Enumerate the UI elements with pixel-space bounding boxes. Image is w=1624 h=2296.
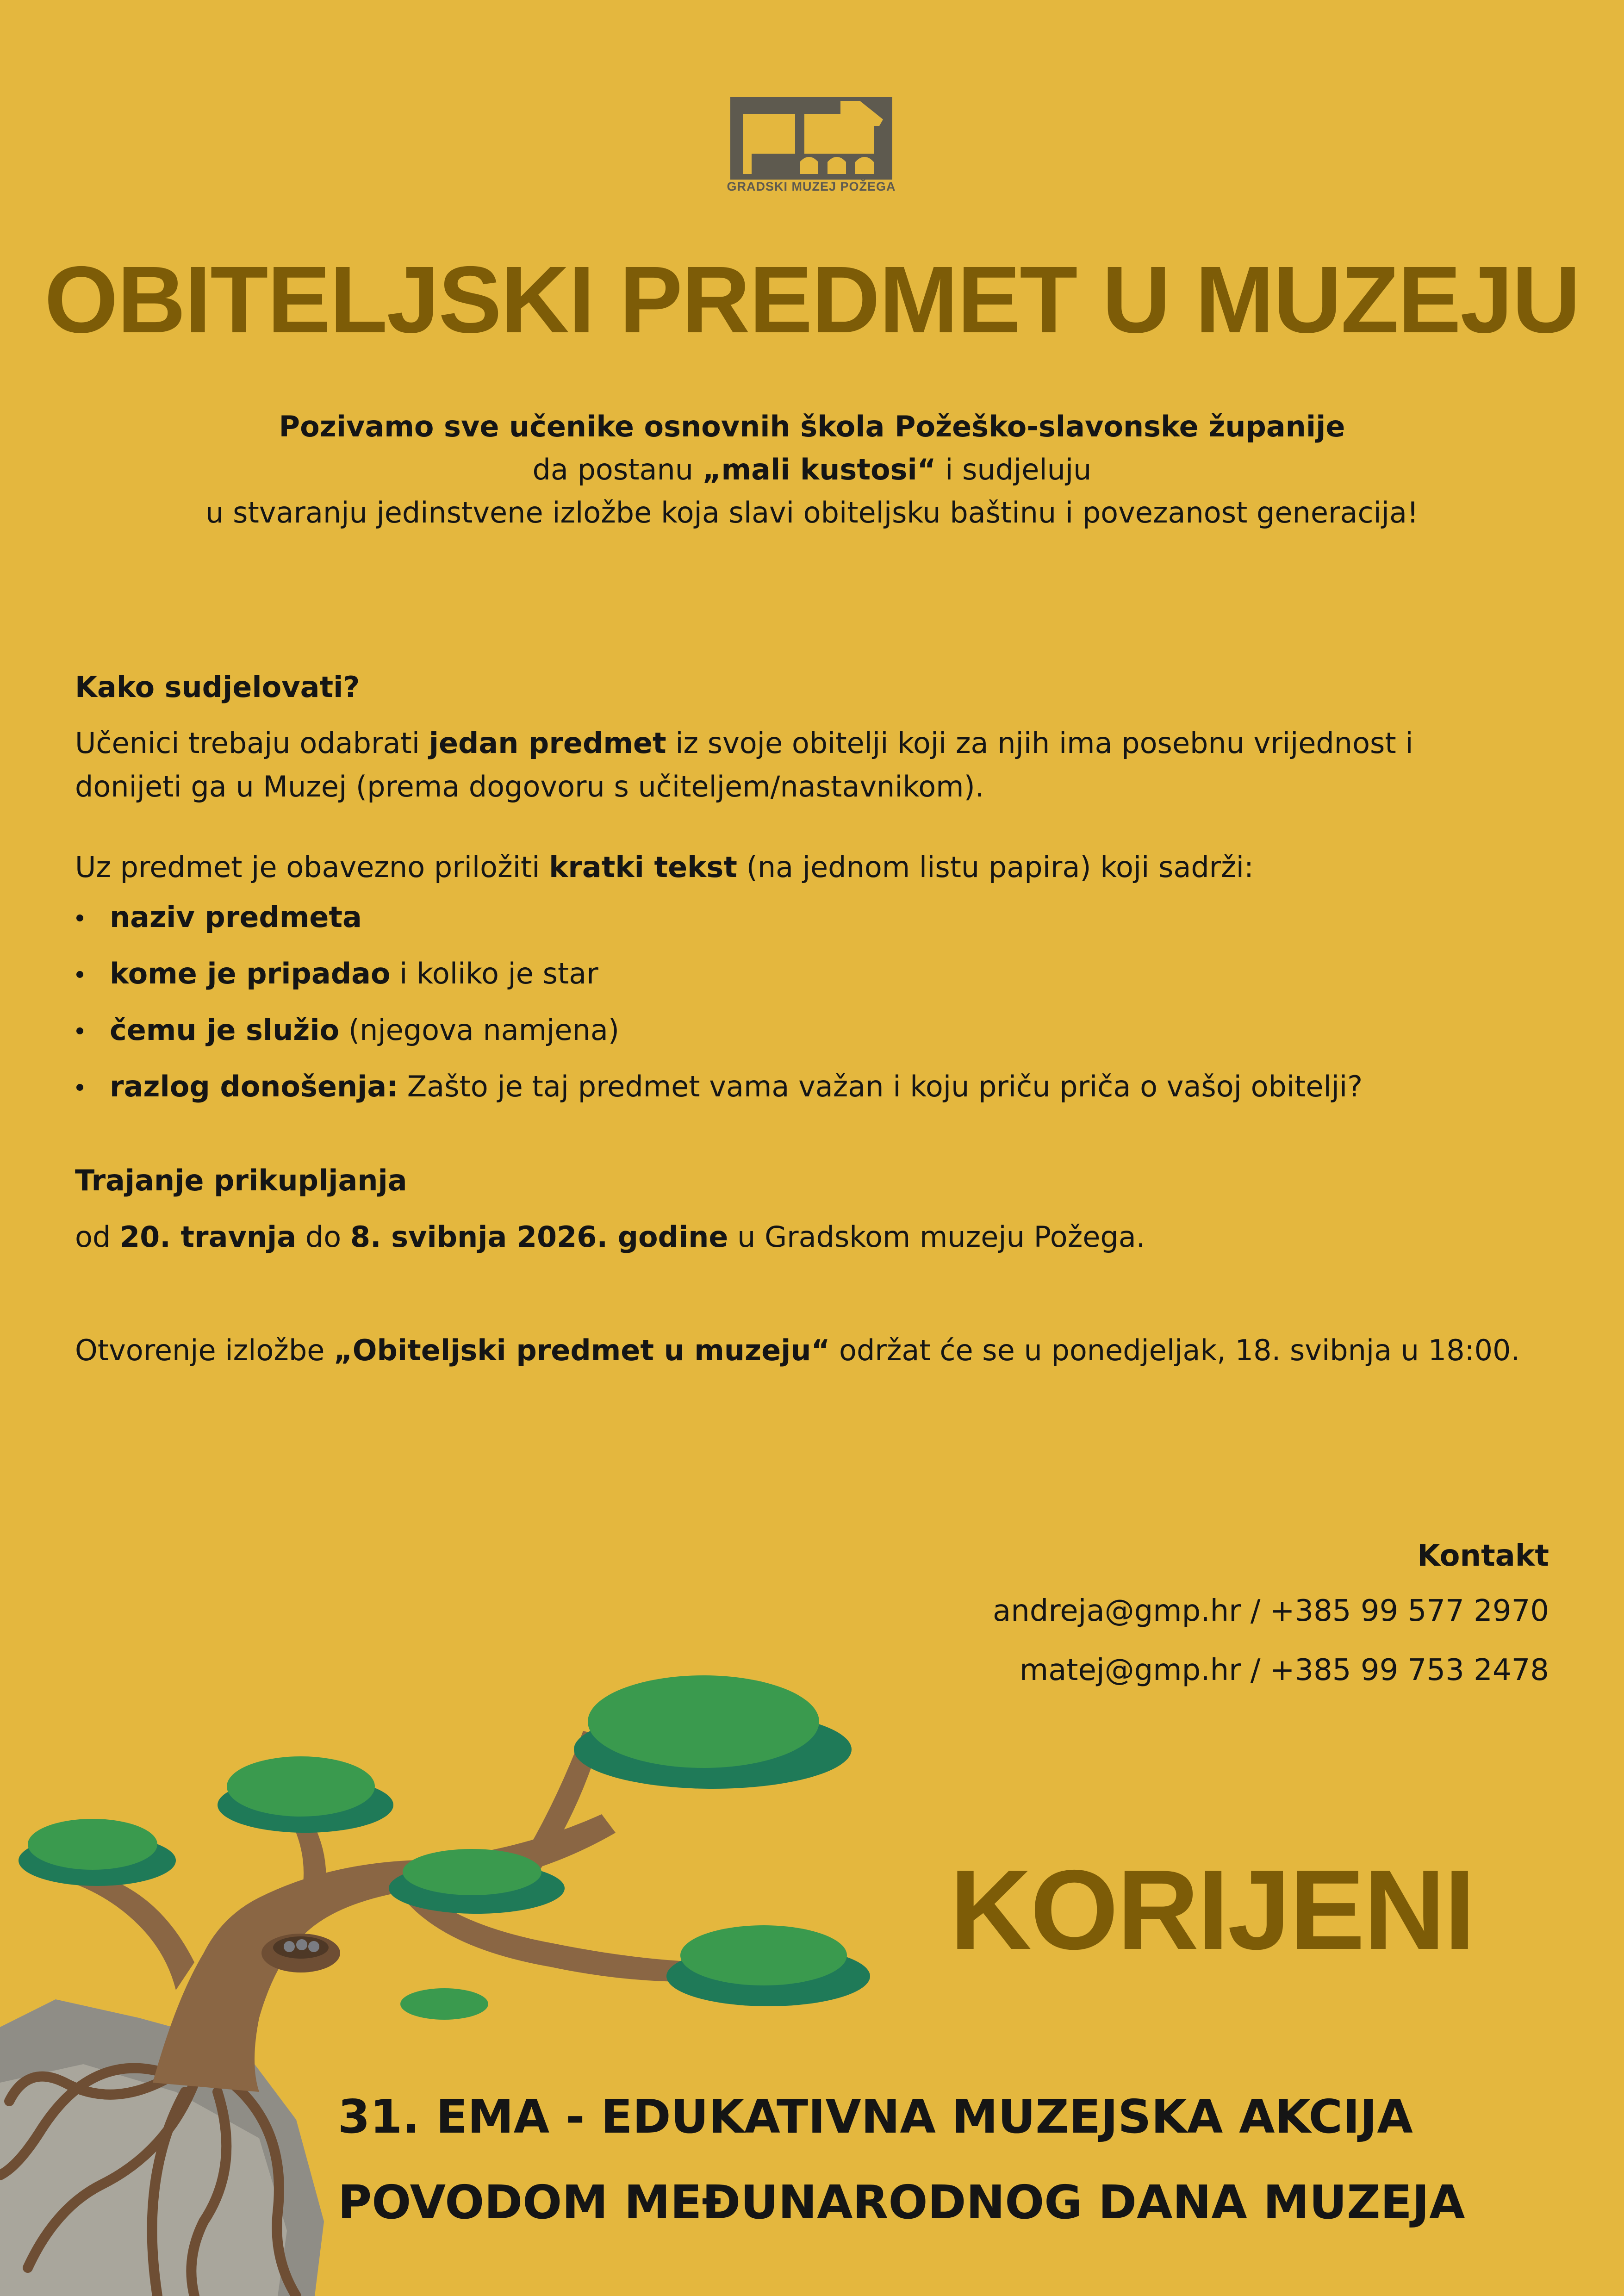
list-item: naziv predmeta <box>75 889 1556 946</box>
opening-text: Otvorenje izložbe „Obiteljski predmet u muzeju“ održat će se u ponedjeljak, 18. svibnja u 18:00. <box>75 1333 1520 1367</box>
duration-text: od 20. travnja do 8. svibnja 2026. godine u Gradskom muzeju Požega. <box>75 1220 1145 1254</box>
duration-heading: Trajanje prikupljanja <box>75 1164 407 1197</box>
content <box>75 664 1556 1374</box>
how-heading: Kako sudjelovati? <box>75 670 360 704</box>
logo-text: GRADSKI MUZEJ POŽEGA <box>727 180 896 193</box>
contact-email-1: andreja@gmp.hr / +385 99 577 2970 <box>992 1594 1549 1628</box>
footer-line-2: POVODOM MEĐUNARODNOG DANA MUZEJA <box>338 2175 1465 2229</box>
footer-line-1: 31. EMA - EDUKATIVNA MUZEJSKA AKCIJA <box>338 2090 1413 2144</box>
contact-heading: Kontakt <box>1417 1539 1549 1573</box>
how-paragraph-2: Uz predmet je obavezno priložiti kratki tekst (na jednom listu papira) koji sadrži: <box>75 850 1254 884</box>
requirements-list <box>75 889 1556 1115</box>
contact-email-2: matej@gmp.hr / +385 99 753 2478 <box>1019 1653 1549 1687</box>
intro-line-2: da postanu „mali kustosi“ i sudjeluju <box>532 453 1092 486</box>
list-item: razlog donošenja: Zašto je taj predmet vama važan i koju priču priča o vašoj obitelji? <box>75 1058 1556 1115</box>
intro-line-1: Pozivamo sve učenike osnovnih škola Požeško-slavonske županije <box>279 410 1345 443</box>
list-item: kome je pripadao i koliko je star <box>75 946 1556 1002</box>
intro-line-3: u stvaranju jedinstvene izložbe koja slavi obiteljsku baštinu i povezanost generacija! <box>205 496 1419 529</box>
intro-text <box>0 405 1624 534</box>
list-item: čemu je služio (njegova namjena) <box>75 1002 1556 1058</box>
how-paragraph-1: Učenici trebaju odabrati jedan predmet iz svoje obitelji koji za njih ima posebnu vrijednost i donijeti ga u Muzej (prema dogovoru s učiteljem/nastavnikom). <box>75 726 1413 803</box>
theme-title: KORIJENI <box>950 1846 1475 1973</box>
page-title: OBITELJSKI PREDMET U MUZEJU <box>44 247 1580 353</box>
